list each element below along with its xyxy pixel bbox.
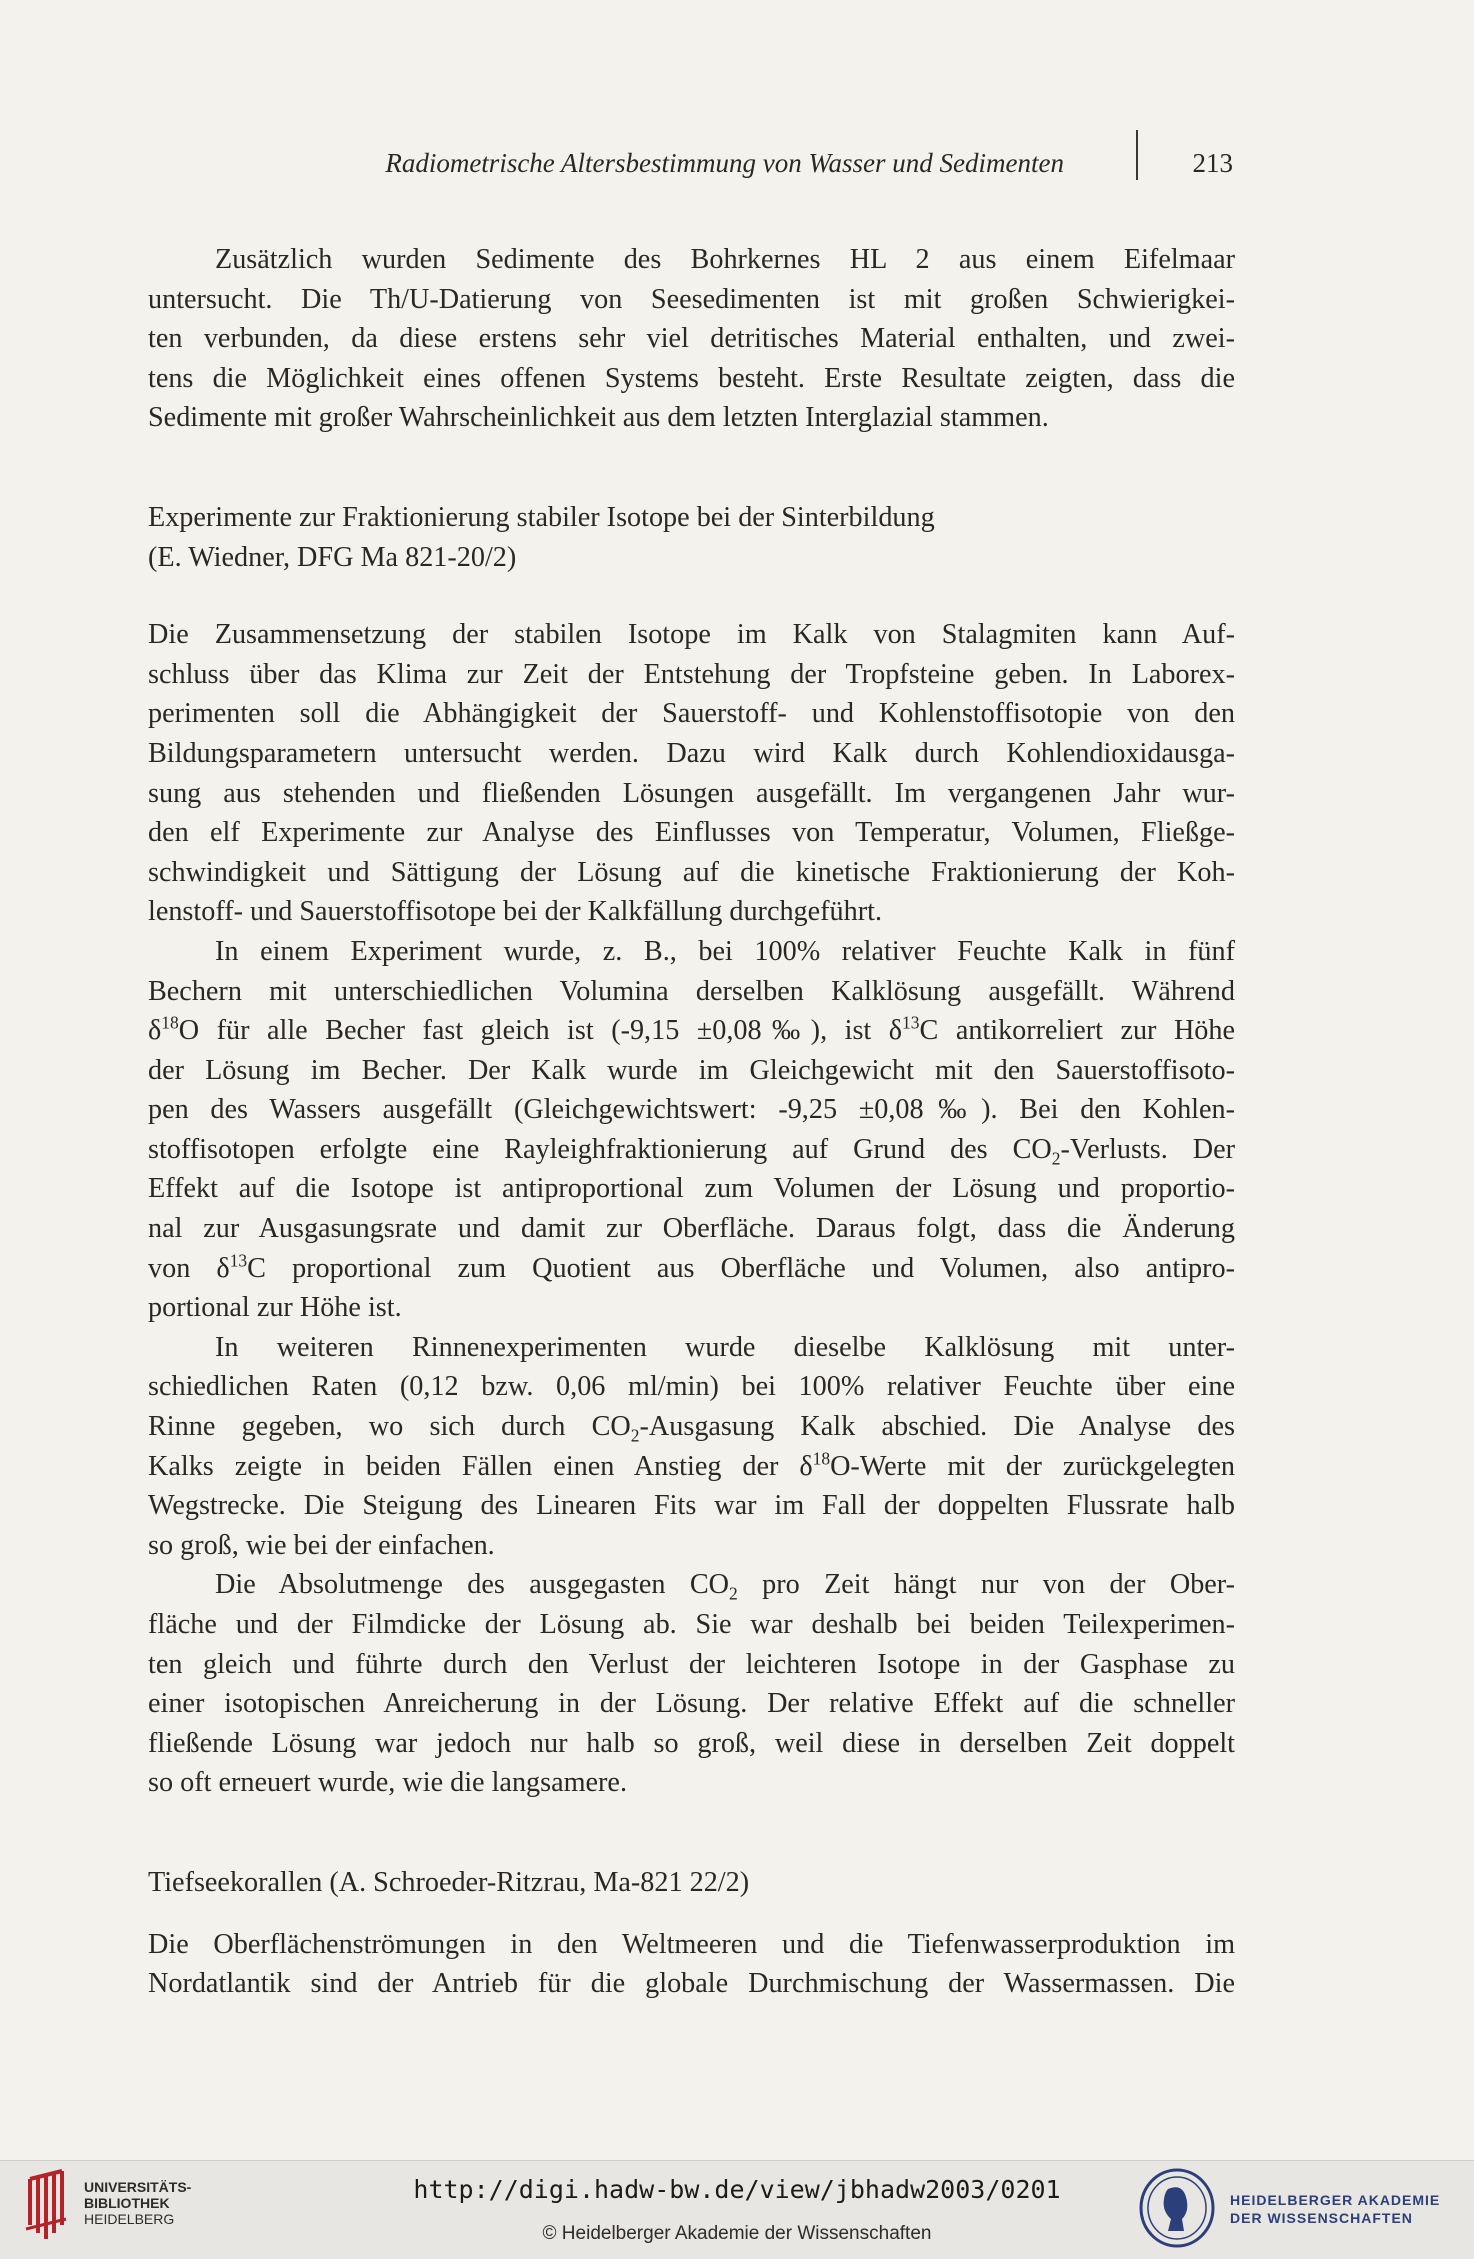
text-fragment: von δ <box>148 1252 230 1284</box>
text-line: perimenten soll die Abhängigkeit der Sauerstoff- und Kohlenstoffisotopie von den <box>148 698 1235 730</box>
text-fragment: Kalks zeigte in beiden Fällen einen Anstieg der δ <box>148 1450 813 1482</box>
heading-line: (E. Wiedner, DFG Ma 821-20/2) <box>148 541 517 573</box>
text-line: Zusätzlich wurden Sedimente des Bohrkernes HL 2 aus einem Eifelmaar <box>215 244 1235 275</box>
subscript: 2 <box>630 1425 640 1446</box>
text-line: fläche und der Filmdicke der Lösung ab. Sie war deshalb bei beiden Teilexperimen- <box>148 1609 1235 1640</box>
text-fragment: -Verlusts. Der <box>1060 1133 1235 1165</box>
academy-line: DER WISSENSCHAFTEN <box>1230 2210 1413 2226</box>
section-heading-corals: Tiefseekorallen (A. Schroeder-Ritzrau, Ma-821 22/2) <box>148 1866 750 1898</box>
text-line: Bildungsparametern untersucht werden. Dazu wird Kalk durch Kohlendioxidausga- <box>148 737 1235 769</box>
text-line: Die Oberflächenströmungen in den Weltmeeren und die Tiefenwasserproduktion im <box>148 1928 1235 1960</box>
academy-name <box>1230 2191 1440 2227</box>
paragraph-currents <box>148 1925 1235 2004</box>
text-line: fließende Lösung war jedoch nur halb so groß, weil diese in derselben Zeit doppelt <box>148 1727 1235 1759</box>
text-fragment: δ <box>148 1015 162 1047</box>
text-line: so oft erneuert wurde, wie die langsamere. <box>148 1767 627 1799</box>
text-line: ten verbunden, da diese erstens sehr viel detritisches Material enthalten, und zwei- <box>148 323 1235 355</box>
text-line: Wegstrecke. Die Steigung des Linearen Fits war im Fall der doppelten Flussrate halb <box>148 1490 1235 1522</box>
text-line: portional zur Höhe ist. <box>148 1292 402 1324</box>
superscript: 13 <box>229 1250 248 1271</box>
text-line: untersucht. Die Th/U-Datierung von Seesedimenten ist mit großen Schwierigkei- <box>148 283 1235 315</box>
paragraph-channel-experiments <box>148 1328 1235 1566</box>
text-line: Nordatlantik sind der Antrieb für die globale Durchmischung der Wassermassen. Die <box>148 1968 1235 2000</box>
running-head <box>148 144 1233 184</box>
text-line <box>148 1130 1235 1170</box>
text-fragment: -Ausgasung Kalk abschied. Die Analyse des <box>639 1411 1236 1443</box>
header-divider <box>1136 130 1138 180</box>
page-number: 213 <box>1192 148 1233 178</box>
subscript: 2 <box>1051 1148 1061 1169</box>
text-line: tens die Möglichkeit eines offenen Systems besteht. Erste Resultate zeigten, dass die <box>148 362 1235 394</box>
library-line: UNIVERSITÄTS- <box>84 2179 192 2195</box>
text-line: ten gleich und führte durch den Verlust der leichteren Isotope in der Gasphase zu <box>148 1648 1235 1680</box>
text-line: den elf Experimente zur Analyse des Einflusses von Temperatur, Volumen, Fließge- <box>148 817 1235 849</box>
academy-seal-icon <box>1138 2167 1216 2249</box>
text-fragment: stoffisotopen erfolgte eine Rayleighfraktionierung auf Grund des CO <box>148 1133 1052 1165</box>
paragraph-experiment <box>148 932 1235 1328</box>
heading-line: Experimente zur Fraktionierung stabiler Isotope bei der Sinterbildung <box>148 501 935 533</box>
text-line: schluss über das Klima zur Zeit der Entstehung der Tropfsteine geben. In Laborex- <box>148 658 1235 690</box>
text-fragment: Rinne gegeben, wo sich durch CO <box>148 1411 631 1443</box>
text-fragment: C antikorreliert zur Höhe <box>919 1015 1235 1047</box>
text-line <box>148 1407 1235 1447</box>
library-line: HEIDELBERG <box>84 2211 175 2227</box>
text-line: In einem Experiment wurde, z. B., bei 100% relativer Feuchte Kalk in fünf <box>215 935 1235 967</box>
text-line: lenstoff- und Sauerstoffisotope bei der Kalkfällung durchgeführt. <box>148 896 882 928</box>
subscript: 2 <box>729 1584 738 1605</box>
text-line <box>148 1011 1235 1051</box>
paragraph-sediments <box>148 240 1235 438</box>
text-fragment: pro Zeit hängt nur von der Ober- <box>737 1569 1236 1601</box>
text-fragment: O-Werte mit der zurückgelegten <box>830 1450 1236 1482</box>
text-line: schiedlichen Raten (0,12 bzw. 0,06 ml/min) bei 100% relativer Feuchte über eine <box>148 1371 1235 1403</box>
text-fragment: C proportional zum Quotient aus Oberfläche und Volumen, also antipro- <box>247 1252 1235 1284</box>
text-fragment: Die Absolutmenge des ausgegasten CO <box>215 1569 729 1601</box>
text-line: so groß, wie bei der einfachen. <box>148 1529 495 1561</box>
text-line: der Lösung im Becher. Der Kalk wurde im Gleichgewicht mit den Sauerstoffisoto- <box>148 1054 1235 1086</box>
text-line: Bechern mit unterschiedlichen Volumina derselben Kalklösung ausgefällt. Während <box>148 975 1235 1007</box>
text-line <box>148 1447 1235 1487</box>
superscript: 13 <box>902 1012 920 1033</box>
text-line <box>148 1249 1235 1289</box>
text-line: schwindigkeit und Sättigung der Lösung auf die kinetische Fraktionierung der Koh- <box>148 856 1235 888</box>
copyright-notice: © Heidelberger Akademie der Wissenschaften <box>542 2223 932 2244</box>
text-line: Effekt auf die Isotope ist antiproportional zum Volumen der Lösung und proportio- <box>148 1173 1235 1205</box>
section-heading-sinter <box>148 498 1235 577</box>
text-fragment: O für alle Becher fast gleich ist (-9,15 ±0,08‰), ist δ <box>178 1015 903 1047</box>
page-body <box>148 240 1235 2004</box>
text-line <box>148 1565 1235 1605</box>
text-line: pen des Wassers ausgefällt (Gleichgewichtswert: -9,25 ±0,08‰). Bei den Kohlen- <box>148 1094 1235 1126</box>
text-line: Sedimente mit großer Wahrscheinlichkeit aus dem letzten Interglazial stammen. <box>148 402 1049 434</box>
text-line: Die Zusammensetzung der stabilen Isotope im Kalk von Stalagmiten kann Auf- <box>148 619 1235 651</box>
paragraph-absolute-amount <box>148 1565 1235 1803</box>
source-url-link[interactable]: http://digi.hadw-bw.de/view/jbhadw2003/0201 <box>413 2175 1061 2204</box>
text-line: In weiteren Rinnenexperimenten wurde dieselbe Kalklösung mit unter- <box>215 1331 1235 1363</box>
text-line: sung aus stehenden und fließenden Lösungen ausgefällt. Im vergangenen Jahr wur- <box>148 777 1235 809</box>
running-title: Radiometrische Altersbestimmung von Wasser und Sedimenten <box>385 148 1064 178</box>
paragraph-isotopes <box>148 615 1235 932</box>
superscript: 18 <box>812 1448 831 1469</box>
academy-line: HEIDELBERGER AKADEMIE <box>1230 2192 1441 2208</box>
library-line: BIBLIOTHEK <box>84 2195 170 2211</box>
superscript: 18 <box>161 1012 179 1033</box>
digitization-footer <box>0 2160 1474 2259</box>
text-line: nal zur Ausgasungsrate und damit zur Oberfläche. Daraus folgt, dass die Änderung <box>148 1213 1235 1245</box>
text-line: einer isotopischen Anreicherung in der Lösung. Der relative Effekt auf die schneller <box>148 1688 1235 1720</box>
